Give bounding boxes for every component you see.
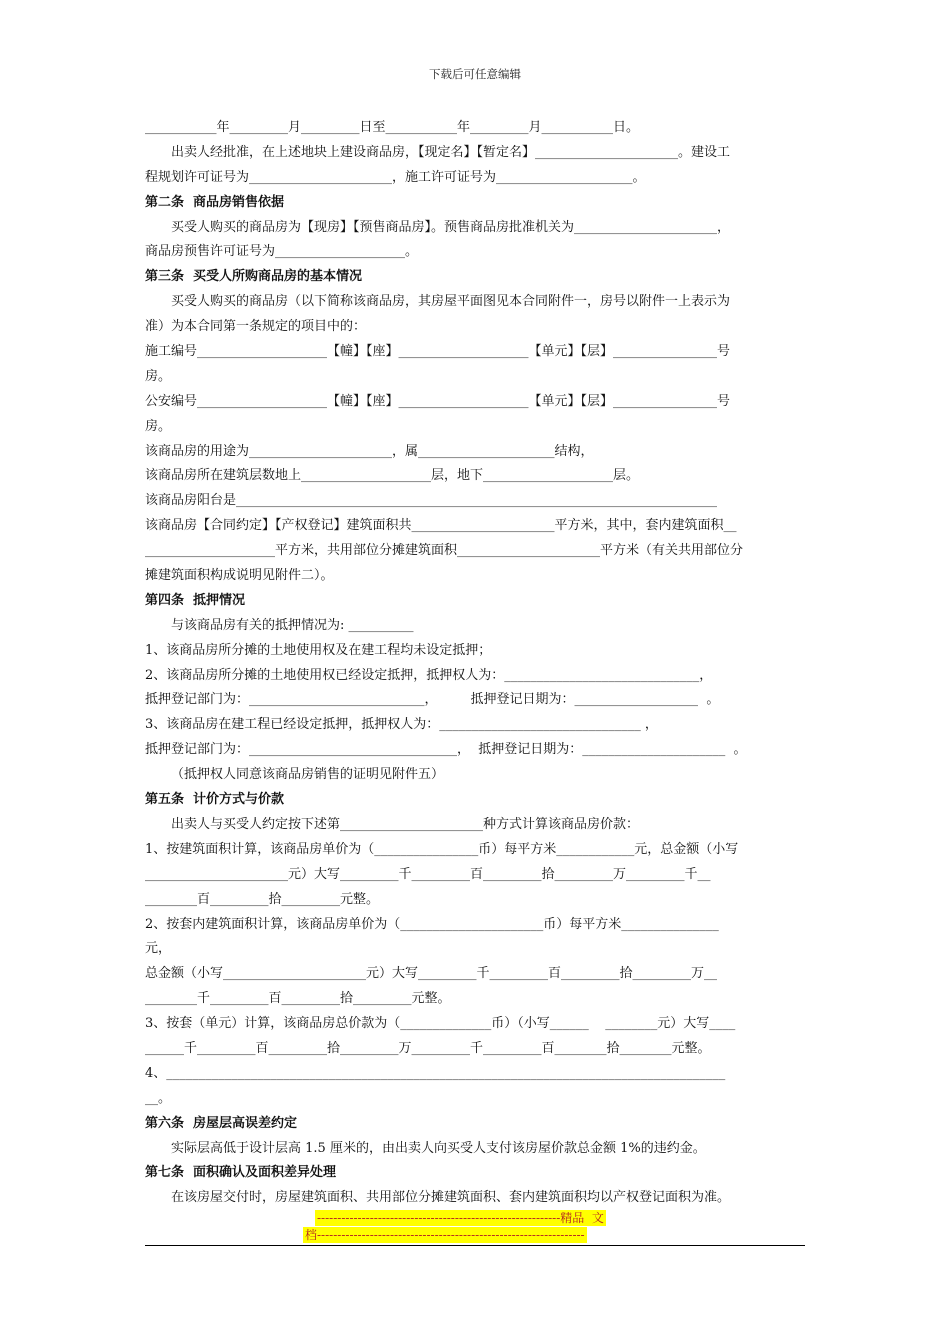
footer-watermark-line2: 档------------------------------------------------------------------ [305,1228,585,1242]
text-line: 该商品房【合同约定】【产权登记】建筑面积共______________________平方米，其中，套内建筑面积__ [145,518,737,534]
text-line: ________百_________拾_________元整。 [145,891,380,907]
page-footer [145,1210,805,1246]
text-line: ____________________平方米，共用部位分摊建筑面积______________________平方米（有关共用部位分 [145,543,744,559]
text-line: 4、______________________________________________________________________________________ [145,1065,726,1081]
text-line: 在该房屋交付时，房屋建筑面积、共用部位分摊建筑面积、套内建筑面积均以产权登记面积为准。 [171,1190,731,1206]
text-line: 该商品房所在建筑层数地上____________________层，地下____________________层。 [145,468,640,484]
section-heading: 第四条 抵押情况 [145,592,246,608]
text-line: 该商品房的用途为______________________，属_____________________结构， [145,443,594,459]
text-line: 抵押登记部门为：___________________________， 抵押登记日期为：___________________ 。 [145,692,720,708]
text-line: 1、该商品房所分摊的土地使用权及在建工程均未设定抵押； [145,642,492,658]
text-line: 实际层高低于设计层高 1.5 厘米的，由出卖人向买受人支付该房屋价款总金额 1%的违约金。 [171,1140,706,1156]
text-line: 施工编号____________________【幢】【座】____________________【单元】【层】________________号 [145,344,731,360]
text-line: 商品房预售许可证号为____________________。 [145,244,419,260]
text-line: 抵押登记部门为：________________________________， 抵押登记日期为：______________________ 。 [145,742,747,758]
text-line: （抵押权人同意该商品房销售的证明见附件五） [171,767,445,783]
text-line: 该商品房阳台是__________________________________________________________________________ [145,493,718,509]
text-line: 3、按套（单元）计算，该商品房总价款为（______________币）（小写______ ________元）大写____ [145,1016,736,1032]
text-line: 出卖人经批准，在上述地块上建设商品房，【现定名】【暂定名】______________________。建设工 [171,144,731,160]
text-line: __。 [145,1090,172,1106]
section-heading: 第六条 房屋层高误差约定 [145,1115,298,1131]
text-line: 房。 [145,368,172,384]
section-heading: 第二条 商品房销售依据 [145,194,285,210]
text-line: 买受人购买的商品房（以下简称该商品房，其房屋平面图见本合同附件一，房号以附件一上表示为 [171,294,731,310]
text-line: 2、按套内建筑面积计算，该商品房单价为（______________________币）每平方米_______________ [145,916,719,932]
section-heading: 第七条 面积确认及面积差异处理 [145,1165,337,1181]
text-line: 元， [145,941,172,957]
text-line: 摊建筑面积构成说明见附件二）。 [145,568,334,584]
text-line: ______________________元）大写_________千_________百_________拾_________万_________千__ [145,866,711,882]
text-line: 出卖人与买受人约定按下述第______________________种方式计算该商品房价款： [171,816,640,832]
page-header: 下载后可任意编辑 [429,67,521,81]
text-line: 总金额（小写______________________元）大写_________千_________百_________拾_________万__ [145,966,718,982]
text-line: 1、按建筑面积计算，该商品房单价为（________________币）每平方米____________元，总金额（小写 [145,841,739,857]
text-line: 程规划许可证号为______________________，施工许可证号为_____________________。 [145,169,646,185]
text-line: ___________年_________月_________日至___________年_________月___________日。 [145,120,640,135]
footer-watermark-line1: ------------------------------------------------------------精品 文 [317,1211,604,1225]
section-heading: 第三条 买受人所购商品房的基本情况 [145,269,363,285]
text-line: 2、该商品房所分摊的土地使用权已经设定抵押，抵押权人为：______________________________， [145,667,713,683]
text-line: ________千_________百_________拾_________元整。 [145,991,451,1007]
text-line: 与该商品房有关的抵押情况为: __________ [171,617,414,633]
text-line: 准）为本合同第一条规定的项目中的： [145,319,367,335]
text-line: 公安编号____________________【幢】【座】____________________【单元】【层】________________号 [145,393,731,409]
text-line: 房。 [145,418,172,434]
text-line: 3、该商品房在建工程已经设定抵押，抵押权人为：_______________________________ ， [145,717,658,733]
document-body [145,116,805,1211]
text-line: ______千_________百_________拾_________万_________千_________百________拾________元整。 [145,1040,711,1056]
text-line: 买受人购买的商品房为【现房】【预售商品房】。预售商品房批准机关为______________________， [171,219,731,235]
section-heading: 第五条 计价方式与价款 [145,792,285,808]
